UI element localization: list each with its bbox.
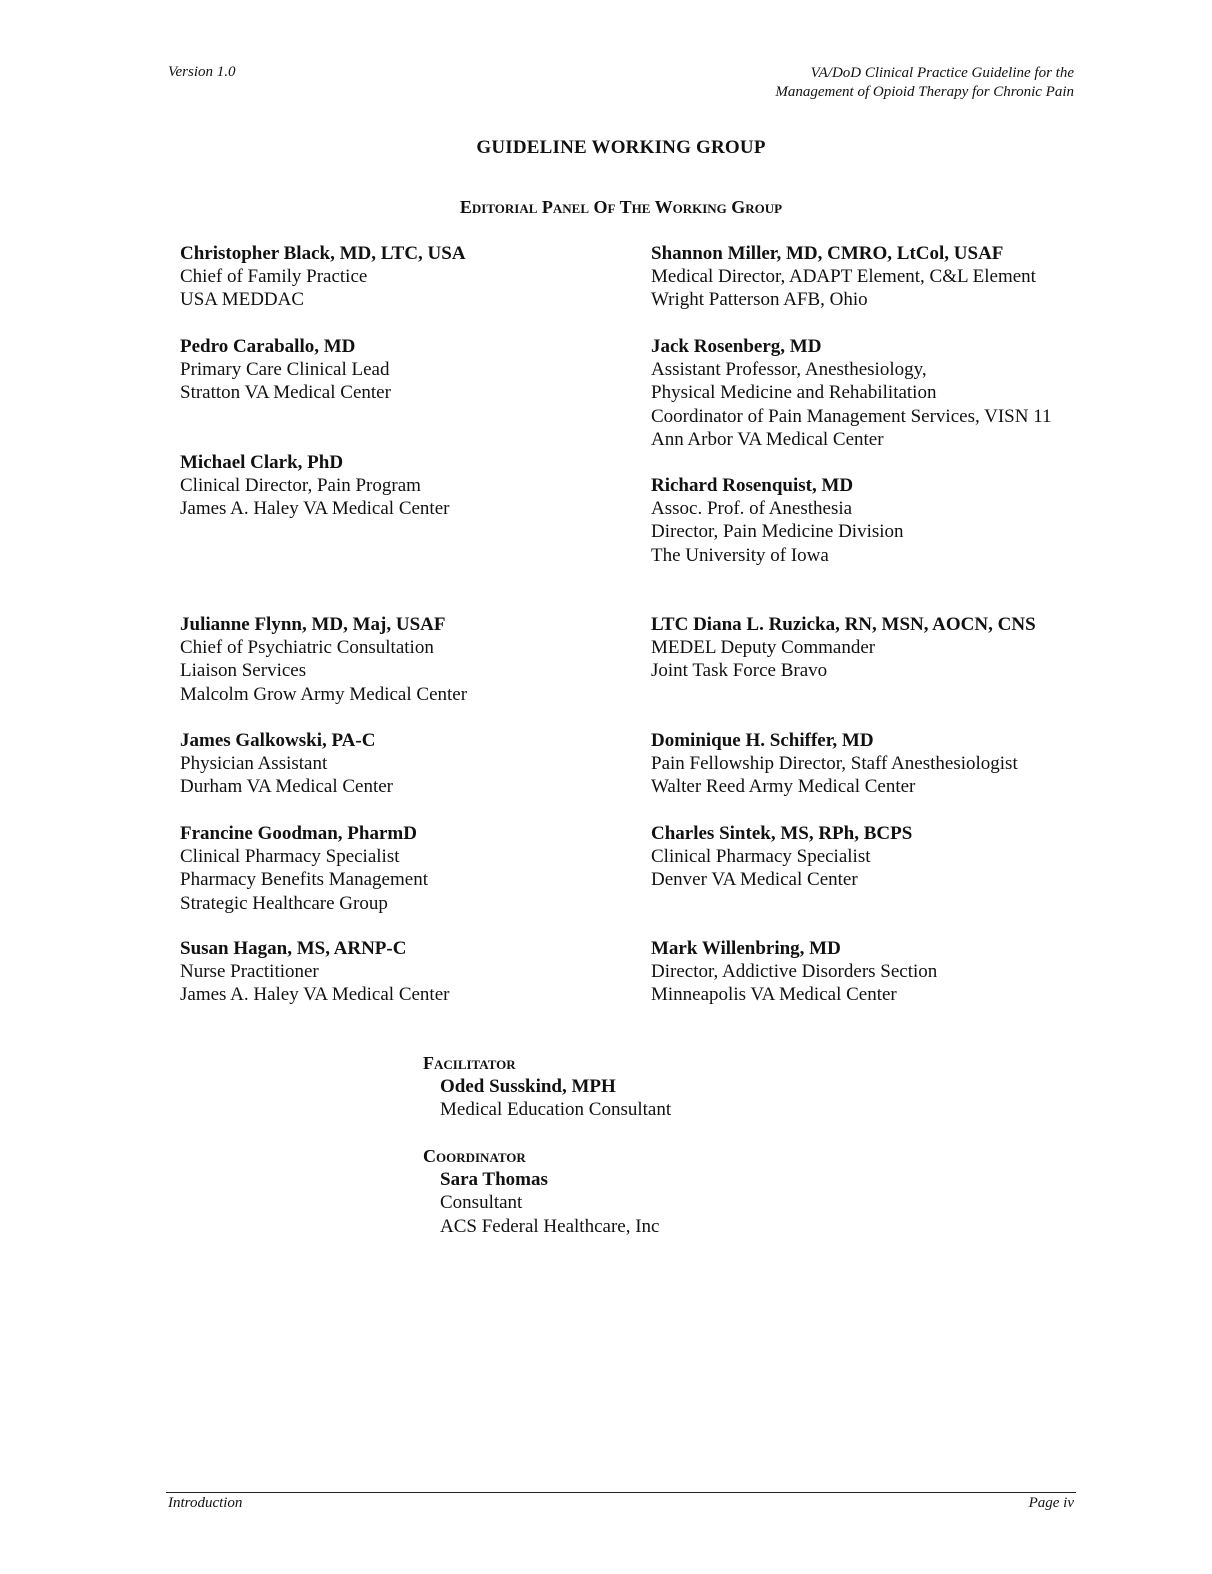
member-name: Susan Hagan, MS, ARNP-C: [180, 938, 407, 959]
member-entry: [180, 729, 393, 799]
member-detail: Pharmacy Benefits Management: [180, 869, 428, 891]
member-detail: Ann Arbor VA Medical Center: [651, 428, 884, 450]
facilitator-name: Oded Susskind, MPH: [440, 1076, 616, 1098]
member-detail: Clinical Pharmacy Specialist: [651, 846, 871, 868]
member-name: Mark Willenbring, MD: [651, 938, 841, 959]
member-entry: [180, 242, 466, 312]
member-detail: Physical Medicine and Rehabilitation: [651, 382, 937, 404]
member-detail: Pain Fellowship Director, Staff Anesthesiologist: [651, 753, 1018, 775]
member-detail: The University of Iowa: [651, 544, 829, 566]
member-detail: Primary Care Clinical Lead: [180, 359, 390, 381]
member-detail: Walter Reed Army Medical Center: [651, 776, 916, 798]
member-entry: [651, 242, 1036, 312]
member-detail: Chief of Family Practice: [180, 266, 368, 288]
member-entry: [180, 937, 449, 1007]
member-name: Charles Sintek, MS, RPh, BCPS: [651, 823, 913, 844]
member-detail: Wright Patterson AFB, Ohio: [651, 289, 868, 311]
footer-section-name: Introduction: [168, 1495, 243, 1511]
coordinator-section: [423, 1145, 659, 1238]
member-name: Francine Goodman, PharmD: [180, 823, 417, 844]
facilitator-person: [423, 1075, 671, 1121]
member-entry: [180, 613, 467, 706]
member-detail: Director, Addictive Disorders Section: [651, 961, 938, 983]
member-detail: Denver VA Medical Center: [651, 869, 858, 891]
coordinator-name: Sara Thomas: [440, 1169, 548, 1191]
header-title-line-2: Management of Opioid Therapy for Chronic Pain: [775, 84, 1074, 100]
member-name: Jack Rosenberg, MD: [651, 336, 822, 357]
header-document-title: [775, 64, 1074, 102]
section-subtitle: Editorial Panel Of The Working Group: [459, 197, 783, 217]
member-entry: [180, 335, 391, 405]
member-entry: [651, 335, 1052, 451]
member-detail: Director, Pain Medicine Division: [651, 521, 904, 543]
member-detail: Coordinator of Pain Management Services, VISN 11: [651, 405, 1052, 427]
member-detail: Durham VA Medical Center: [180, 776, 394, 798]
member-detail: Assistant Professor, Anesthesiology,: [651, 359, 927, 381]
member-detail: Joint Task Force Bravo: [651, 660, 828, 682]
coordinator-detail: Consultant: [440, 1192, 523, 1214]
member-name: Christopher Black, MD, LTC, USA: [180, 243, 466, 264]
footer-divider: [166, 1492, 1076, 1493]
member-detail: MEDEL Deputy Commander: [651, 637, 876, 659]
header-title-line-1: VA/DoD Clinical Practice Guideline for the: [810, 65, 1074, 81]
member-name: Richard Rosenquist, MD: [651, 475, 854, 496]
coordinator-detail: ACS Federal Healthcare, Inc: [440, 1215, 660, 1237]
member-detail: Chief of Psychiatric Consultation: [180, 637, 434, 659]
member-detail: Stratton VA Medical Center: [180, 382, 391, 404]
member-name: Julianne Flynn, MD, Maj, USAF: [180, 614, 446, 635]
member-detail: Nurse Practitioner: [180, 961, 319, 983]
facilitator-detail: Medical Education Consultant: [440, 1099, 672, 1121]
member-entry: [651, 474, 904, 567]
member-detail: Malcolm Grow Army Medical Center: [180, 683, 468, 705]
member-detail: Minneapolis VA Medical Center: [651, 984, 897, 1006]
member-detail: Liaison Services: [180, 660, 307, 682]
member-detail: Clinical Pharmacy Specialist: [180, 846, 400, 868]
member-detail: Strategic Healthcare Group: [180, 892, 388, 914]
coordinator-person: [423, 1168, 659, 1238]
member-detail: James A. Haley VA Medical Center: [180, 498, 450, 520]
member-detail: Assoc. Prof. of Anesthesia: [651, 498, 853, 520]
member-detail: USA MEDDAC: [180, 289, 305, 311]
member-detail: James A. Haley VA Medical Center: [180, 984, 450, 1006]
member-entry: [651, 822, 912, 892]
page-title: GUIDELINE WORKING GROUP: [476, 137, 766, 158]
member-entry: [180, 822, 428, 915]
footer-page-number: Page iv: [1028, 1495, 1074, 1511]
coordinator-label: Coordinator: [423, 1146, 526, 1166]
member-name: LTC Diana L. Ruzicka, RN, MSN, AOCN, CNS: [651, 614, 1036, 635]
member-detail: Medical Director, ADAPT Element, C&L Element: [651, 266, 1036, 288]
member-entry: [651, 729, 1018, 799]
member-detail: Physician Assistant: [180, 753, 328, 775]
member-name: Shannon Miller, MD, CMRO, LtCol, USAF: [651, 243, 1004, 264]
facilitator-label: Facilitator: [423, 1053, 516, 1073]
member-name: Pedro Caraballo, MD: [180, 336, 356, 357]
member-detail: Clinical Director, Pain Program: [180, 475, 421, 497]
member-name: James Galkowski, PA-C: [180, 730, 376, 751]
facilitator-section: [423, 1052, 671, 1122]
member-name: Michael Clark, PhD: [180, 452, 344, 473]
member-entry: [651, 613, 1036, 683]
member-name: Dominique H. Schiffer, MD: [651, 730, 874, 751]
member-entry: [180, 451, 449, 521]
header-version: Version 1.0: [168, 64, 236, 80]
member-entry: [651, 937, 937, 1007]
